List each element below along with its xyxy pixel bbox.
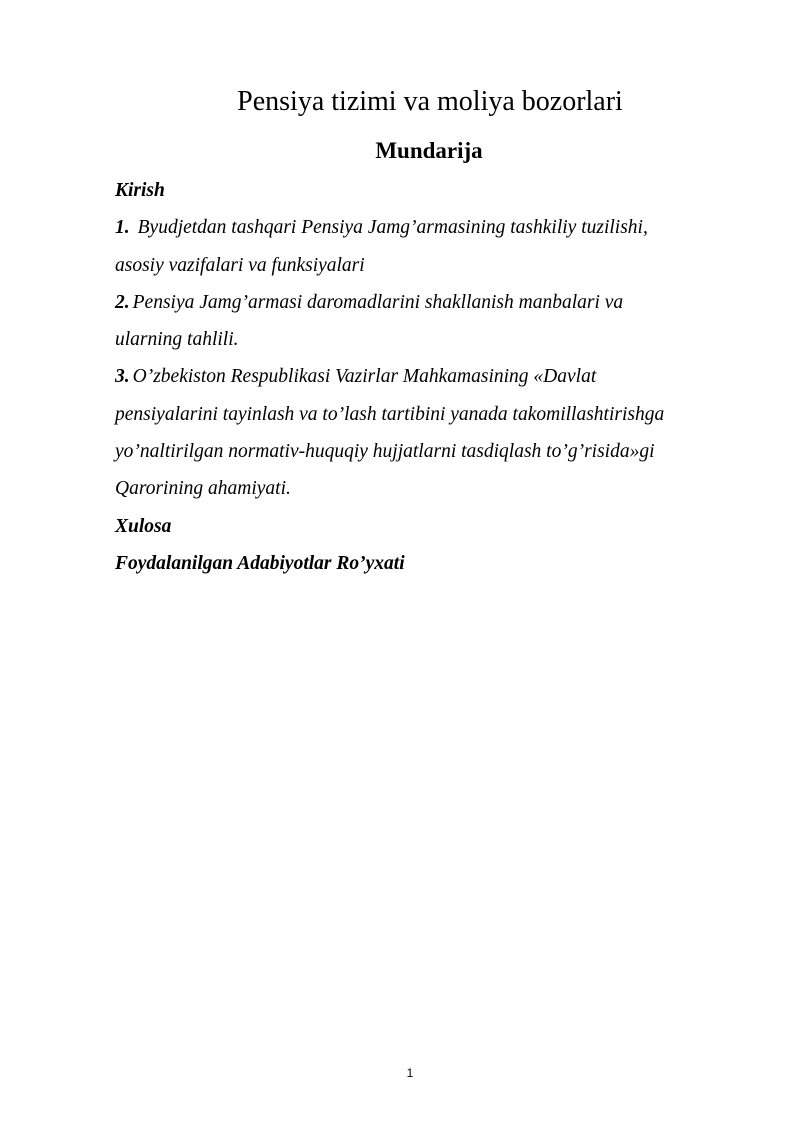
toc-entry-text: Byudjetdan tashqari Pensiya Jamg’armasining tashkiliy tuzilishi, [137, 217, 648, 239]
toc-entry-references: Foydalanilgan Adabiyotlar Ro’yxati [115, 552, 405, 574]
toc-entry-3 [115, 358, 725, 395]
toc-entry-2-continuation: ularning tahlili. [115, 329, 239, 351]
toc-entry-conclusion: Xulosa [115, 515, 172, 537]
table-of-contents [115, 172, 725, 582]
toc-heading: Mundarija [375, 138, 483, 163]
toc-entry-3-continuation: pensiyalarini tayinlash va to’lash tartibini yanada takomillashtirishga [115, 403, 665, 425]
toc-entry-text: Pensiya Jamg’armasi daromadlarini shakllanish manbalari va [132, 291, 624, 313]
toc-entry-3-continuation: Qarorining ahamiyati. [115, 478, 291, 500]
toc-entry-2 [115, 284, 725, 321]
toc-entry-1-continuation: asosiy vazifalari va funksiyalari [115, 254, 365, 276]
document-title: Pensiya tizimi va moliya bozorlari [237, 86, 623, 117]
toc-entry-3-continuation: yo’naltirilgan normativ-huquqiy hujjatlarni tasdiqlash to’g’risida»gi [115, 441, 655, 463]
page-number: 1 [406, 1066, 414, 1080]
toc-entry-number: 2. [115, 291, 130, 313]
toc-entry-text: O’zbekiston Respublikasi Vazirlar Mahkamasining «Davlat [132, 366, 597, 388]
toc-entry-number: 3. [115, 366, 130, 388]
toc-entry-number: 1. [115, 217, 130, 239]
toc-entry-1 [115, 209, 725, 246]
toc-entry-intro: Kirish [115, 180, 165, 201]
